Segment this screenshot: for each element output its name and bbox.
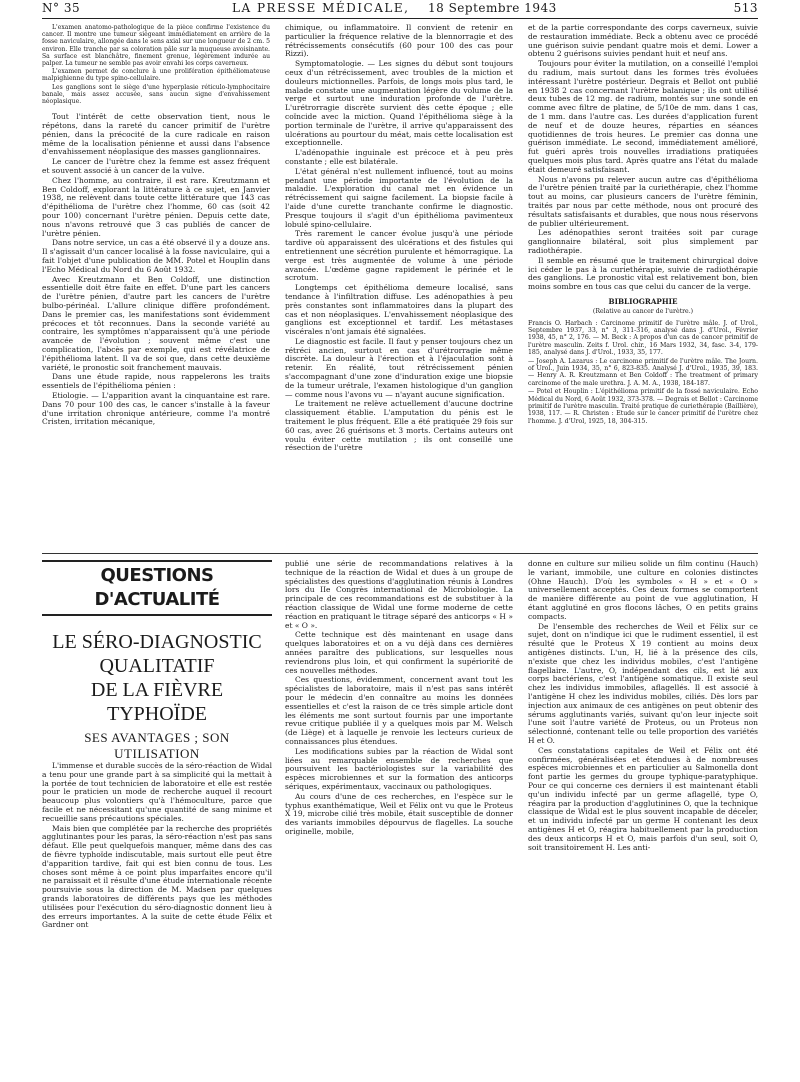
paragraph: Le diagnostic est facile. Il faut y penser toujours chez un rétréci ancien, surtout en cas d'urétrorragie même discrète. La douleur à l'érection et à l'éjaculation sont à retenir. En réalité, tout rétrécissement pénien s'accompagnant d'une zone d'induration exige une biopsie de la tumeur urétrale, l'examen histologique d'un ganglion — comme nous l'avons vu — n'ayant aucune signification. [285, 336, 513, 399]
page-header [42, 0, 758, 19]
paragraph: Ces questions, évidemment, concernent avant tout les spécialistes de laboratoire, mais il n'est pas sans intérêt pour le médecin d'en connaître au moins les données essentielles et c'est la raison de ce très simple article dont les éléments me sont surtout fournis par une importante revue critique publiée il y a quelques mois par M. Welsch (de Liège) et à laquelle je renvoie les lecteurs curieux de connaissances plus étendues. [285, 675, 513, 746]
paragraph: Très rarement le cancer évolue jusqu'à une période tardive où apparaissent des ulcérations et des fistules qui entretiennent une sécrétion purulente et hémorragique. La verge est très augmentée de volume à une période avancée. L'œdème gagne rapidement le périnée et le scrotum. [285, 229, 513, 283]
reference: — Potel et Houplin : L'épithélioma primitif de la fossé naviculaire. Echo Médical du Nord, 6 Août 1932, 373-378. — Degrais et Bellot : Carcinome primitif de l'urètre masculin. Traité pratique de curiethérapie (Baillière), 1938, 117. — R. Christen : Etude sur le cancer primitif de l'urètre chez l'homme. J. d'Urol, 1925, 18, 304-315. [528, 388, 758, 425]
lower-column-2 [285, 560, 513, 1065]
upper-column-1 [42, 24, 270, 544]
paragraph: Le cancer de l'urètre chez la femme est assez fréquent et souvent associé à un cancer de la vulve. [42, 157, 270, 176]
paragraph: Symptomatologie. — Les signes du début sont toujours ceux d'un rétrécissement, avec troubles de la miction et douleurs mictionnelles. Parfois, de longs mois plus tard, le malade constate une augmentation légère du volume de la verge et surtout une induration profonde de l'urètre. L'urétrorragie discrète survient dès cette époque ; elle coïncide avec la miction. Quand l'épithélioma siège à la portion terminale de l'urètre, il arrive qu'apparaissent des ulcérations au pourtour du méat, mais cette localisation est exceptionnelle. [285, 59, 513, 148]
article-title-line: DE LA FIÈVRE TYPHOÏDE [90, 679, 224, 725]
paragraph: De l'ensemble des recherches de Weil et Félix sur ce sujet, dont on n'indique ici que le rudiment essentiel, il est résulté que le Proteus X 19 contient au moins deux antigènes distincts. L'un, H, lié à la présence des cils, n'existe que chez les individus mobiles, c'est l'antigène flagellaire. L'autre, O, indépendant des cils, est lié aux corps bactériens, c'est l'antigène somatique. Il existe seul chez les individus immobiles, aflagellés. Il est associé à l'antigène H chez les individus mobiles, ciliés. Dès lors par injection aux animaux de ces antigènes on peut obtenir des sérums agglutinants variés, suivant qu'on leur injecte soit l'une soit l'autre variété de Proteus, ou un Proteus non sélectionné, contenant telle ou telle proportion des variétés H et O. [528, 621, 758, 745]
paragraph: Avec Kreutzmann et Ben Coldoff, une distinction essentielle doit être faite en effet. D'une part les cancers de l'urètre pénien, d'autre part les cancers de l'urètre bulbo-périnéal. L'allure clinique diffère profondément. Dans le premier cas, les manifestations sont évidemment précoces et tôt reconnues. Dans la seconde variété au contraire, les symptômes n'apparaissent qu'à une période avancée de l'évolution ; souvent même c'est une complication, l'abcès par exemple, qui est révélatrice de l'épithélioma latent. Il va de soi que, dans cette deuxième variété, le pronostic soit franchement mauvais. [42, 274, 270, 372]
paragraph: Chez l'homme, au contraire, il est rare. Kreutzmann et Ben Coldoff, explorant la littérature à ce sujet, en Janvier 1938, ne relèvent dans toute cette littérature que 143 cas d'épithélioma de l'urètre chez l'homme, 60 cas (soit 42 pour 100) concernant l'urètre pénien. Depuis cette date, nous n'avons retrouvé que 3 cas publiés de cancer de l'urètre pénien. [42, 175, 270, 238]
paragraph: Mais bien que complétée par la recherche des propriétés agglutinantes pour les paras, la séro-réaction n'est pas sans défaut. Elle peut quelquefois manquer, même dans des cas de fièvre typhoïde indiscutable, mais surtout elle peut être d'apparition tardive, fait qui est bien connu de tous. Les choses sont même à ce point plus imparfaites encore qu'il ne paraissait et il résulte d'une étude internationale récente poursuivie sous la direction de M. Madsen par quelques grands laboratoires de différents pays que les méthodes utilisées pour l'exécution du séro-diagnostic donnent lieu à des erreurs importantes. A la suite de cette étude Félix et Gardner ont [42, 823, 272, 930]
paragraph: Nous n'avons pu relever aucun autre cas d'épithélioma de l'urètre pénien traité par la curiethérapie, chez l'homme tout au moins, car plusieurs cancers de l'urètre féminin, traités par nous par cette méthode, nous ont procuré des résultats satisfaisants et durables, que nous nous réservons de publier ultérieurement. [528, 174, 758, 228]
paragraph: et de la partie correspondante des corps caverneux, suivie de restauration immédiate. Beck a obtenu avec ce procédé une guérison suivie pendant quatre mois et demi. Lower a obtenu 2 guérisons suivies pendant huit et neuf ans. [528, 24, 758, 59]
paragraph: L'examen anatomo-pathologique de la pièce confirme l'existence du cancer. Il montre une tumeur siégeant immédiatement en arrière de la fosse naviculaire, allongée dans le sens axial sur une longueur de 2 cm. 5 environ. Elle tranche par sa coloration pâle sur la muqueuse avoisinante. Sa surface est blanchâtre, finement grenue, légèrement indurée au palper. La tumeur ne semble pas avoir envahi les corps caverneux. [42, 24, 270, 68]
paragraph: Ces constatations capitales de Weil et Félix ont été confirmées, généralisées et étendues à de nombreuses espèces microbiennes et en particulier au Salmonella dont font partie les germes du groupe typhique-paratyphique. Pour ce qui concerne ces derniers il est maintenant établi qu'un individu infecté par un germe aflagellé, type O, réagira par la production d'agglutinines O, que la technique classique de Widal est le plus souvent incapable de déceler, et un individu infecté par un germe H contenant les deux antigènes H et O, réagira habituellement par la production des deux anticorps H et O, mais parfois d'un seul, soit O, soit transitoirement H. Les anti- [528, 745, 758, 852]
paragraph: Le traitement ne relève actuellement d'aucune doctrine classiquement établie. L'amputation du pénis est le traitement le plus fréquent. Elle a été pratiquée 29 fois sur 60 cas, avec 26 guérisons et 3 morts. Certains auteurs ont voulu éviter cette mutilation ; ils ont conseillé une résection de l'urètre [285, 399, 513, 453]
paragraph: Etiologie. — L'apparition avant la cinquantaine est rare. Dans 70 pour 100 des cas, le cancer s'installe à la faveur d'une irritation chronique antérieure, comme l'a montré Cristen, irritation mécanique, [42, 390, 270, 427]
paragraph: chimique, ou inflammatoire. Il convient de retenir en particulier la fréquence relative de la blennorragie et des rétrécissements consécutifs (60 pour 100 des cas pour Rizzi). [285, 24, 513, 59]
reference: Francis O. Harbach : Carcinome primitif de l'urètre mâle. J. of Urol., Septembre 1937, 33, n° 3, 311-316, analysé dans J. d'Urol., Février 1938, 45, n° 2, 176. — M. Beck : A propos d'un cas de cancer primitif de l'urètre masculin. Zeits f. Urol. chir., 16 Mars 1932, 34, fasc. 3-4, 179-185, analysé dans J. d'Urol., 1933, 35, 177. [528, 319, 758, 357]
paragraph: Toujours pour éviter la mutilation, on a conseillé l'emploi du radium, mais surtout dans les formes très évoluées intéressant l'urètre postérieur. Degrais et Bellot ont publié en 1938 2 cas concernant l'urètre balanique ; ils ont utilisé deux tubes de 12 mg. de radium, montés sur une sonde en comme avec filtre de platine, de 5/10e de mm. dans 1 cas, de 1 mm. dans l'autre cas. Les durées d'application furent de neuf et de douze heures, réparties en séances quotidiennes de trois heures. Le premier cas donna une guérison immédiate. Le second, immédiatement amélioré, fut guéri après trois nouvelles irradiations pratiquées quelques mois plus tard. Après quatre ans l'état du malade était demeuré satisfaisant. [528, 59, 758, 174]
article-heading [42, 560, 272, 768]
paragraph: L'adénopathie inguinale est précoce et à peu près constante ; elle est bilatérale. [285, 148, 513, 166]
paragraph: L'examen permet de conclure à une prolifération épithéliomateuse malpighienne du type spino-cellulaire. [42, 68, 270, 83]
paragraph: Dans notre service, un cas a été observé il y a douze ans. Il s'agissait d'un cancer localisé à la fosse naviculaire, qui a fait l'objet d'une publication de MM. Potel et Houplin dans l'Echo Médical du Nord du 6 Août 1932. [42, 238, 270, 274]
lower-column-1 [42, 762, 272, 1062]
paragraph: Tout l'intérêt de cette observation tient, nous le répétons, dans la rareté du cancer primitif de l'urètre pénien, dans la précocité de la cure radicale en raison même de la localisation pénienne et aussi dans l'absence d'envahissement néoplasique des masses ganglionnaires. [42, 112, 270, 157]
paragraph: L'immense et durable succès de la séro-réaction de Widal a tenu pour une grande part à sa simplicité qui la mettait à la portée de tout technicien de laboratoire et elle est restée pour le praticien un mode de recherche auquel il recourt beaucoup plus volontiers qu'à l'hémoculture, parce que facile et ne nécessitant qu'une quantité de sang minime et recueillie sans précautions spéciales. [42, 762, 272, 823]
section-divider [42, 553, 758, 554]
article-subtitle: SES AVANTAGES ; SON UTILISATION [84, 730, 230, 761]
bibliography-subtitle: (Relative au cancer de l'urètre.) [592, 307, 694, 315]
section-title: QUESTIONS D'ACTUALITÉ [42, 560, 272, 616]
paragraph: publié une série de recommandations relatives à la technique de la réaction de Widal et dues à un groupe de spécialistes des questions d'agglutination réunis à Londres lors du IIe Congrès international de Microbiologie. La principale de ces recommandations est de substituer à la réaction classique de Widal une forme moderne de cette réaction en pratiquant le titrage séparé des anticorps « H » et « O ». [285, 560, 513, 630]
page-number-right: 513 [733, 1, 758, 15]
article-title-line: QUALITATIF [99, 655, 215, 677]
paragraph: Les adénopathies seront traitées soit par curage ganglionnaire bilatéral, soit plus simplement par radiothérapie. [528, 228, 758, 255]
paragraph: Il semble en résumé que le traitement chirurgical doive ici céder le pas à la curiethérapie, suivie de radiothérapie des ganglions. Le pronostic vital est relativement bon, bien moins sombre en tous cas que celui du cancer de la verge. [528, 255, 758, 292]
article-title-line: LE SÉRO-DIAGNOSTIC [52, 631, 262, 653]
paragraph: Au cours d'une de ces recherches, en l'espèce sur le typhus exanthématique, Weil et Félix ont vu que le Proteus X 19, microbe cilié très mobile, était susceptible de donner des variants immobiles dépourvus de flagelles. La souche originelle, mobile, [285, 791, 513, 836]
paragraph: donne en culture sur milieu solide un film continu (Hauch) le variant, immobile, une culture en colonies distinctes (Ohne Hauch). D'où les symboles « H » et « O » universellement acceptés. Ces deux formes se comportent de manière différente au point de vue agglutination, H étant agglutiné en gros flocons lâches, O en petits grains compacts. [528, 560, 758, 621]
bibliography-title: BIBLIOGRAPHIE [608, 296, 678, 306]
lower-column-3 [528, 560, 758, 1065]
page-number-left: N° 35 [42, 1, 81, 15]
paragraph: Dans une étude rapide, nous rappelerons les traits essentiels de l'épithélioma pénien : [42, 372, 270, 391]
bibliography-list [528, 320, 758, 426]
paragraph: Les modifications subies par la réaction de Widal sont liées au remarquable ensemble de recherches que poursuivent les bactériologistes sur la variabilité des espèces microbiennes et sur la formation des anticorps sériques, expérimentaux, vaccinaux ou pathologiques. [285, 746, 513, 791]
journal-title: LA PRESSE MÉDICALE, [232, 1, 410, 15]
reference: — Joseph A. Lazarus : Le carcinome primitif de l'urètre mâle. The Journ. of Urol., Juin 1934, 35, n° 6, 823-835. Analysé J. d'Urol., 1935, 39, 183. — Henry A. R. Kreutzmann et Ben Coldoff : The treatment of primary carcinome of the male urethra. J. A. M. A., 1938, 184-187. [528, 357, 758, 387]
issue-date: 18 Septembre 1943 [428, 1, 557, 15]
upper-column-3 [528, 24, 758, 544]
paragraph: Cette technique est dès maintenant en usage dans quelques laboratoires et on a vu déjà dans ces dernières années paraître des publications, sur lesquelles nous reviendrons plus loin, et qui confirment la supériorité de ces nouvelles méthodes. [285, 630, 513, 675]
paragraph: Les ganglions sont le siège d'une hyperplasie réticulo-lymphocitaire banale, mais assez accusée, sans aucun signe d'envahissement néoplasique. [42, 83, 270, 106]
paragraph: L'état général n'est nullement influencé, tout au moins pendant une période importante de l'évolution de la maladie. L'exploration du canal met en évidence un rétrécissement qui saigne facilement. La biopsie facile à l'aide d'une curette tranchante confirme le diagnostic. Presque toujours il s'agit d'un épithélioma pavimenteux lobulé spino-cellulaire. [285, 166, 513, 229]
upper-column-2 [285, 24, 513, 544]
paragraph: Longtemps cet épithélioma demeure localisé, sans tendance à l'infiltration diffuse. Les adénopathies à peu près constantes sont inflammatoires dans la plupart des cas et non néoplasiques. L'envahissement néoplasique des ganglions est exceptionnel et tardif. Les métastases viscérales n'ont jamais été signalées. [285, 283, 513, 337]
